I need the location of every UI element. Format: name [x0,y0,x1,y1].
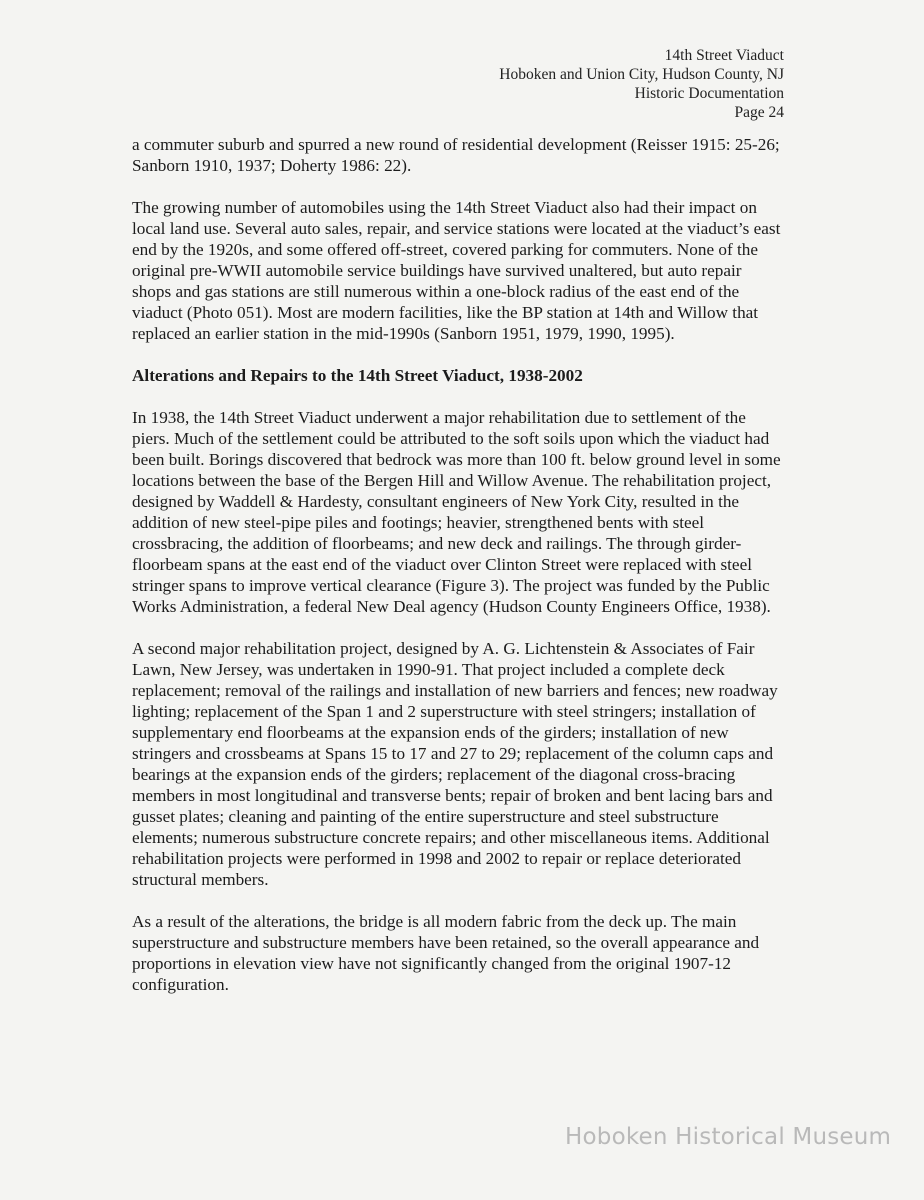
paragraph-2: The growing number of automobiles using the 14th Street Viaduct also had their impact on local land use. Several auto sales, repair, and service stations were located at the viaduct’s east end by the 1920s, and some offered off-street, covered parking for commuters. None of the original pre-WWII automobile service buildings have survived unaltered, but auto repair shops and gas stations are still numerous within a one-block radius of the east end of the viaduct (Photo 051). Most are modern facilities, like the BP station at 14th and Willow that replaced an earlier station in the mid-1990s (Sanborn 1951, 1979, 1990, 1995). [132,198,781,343]
page-header [499,46,784,122]
header-doc-type: Historic Documentation [634,85,784,102]
header-title: 14th Street Viaduct [664,47,784,64]
header-page-number: Page 24 [734,104,784,121]
paragraph-3: In 1938, the 14th Street Viaduct underwent a major rehabilitation due to settlement of the piers. Much of the settlement could be attributed to the soft soils upon which the viaduct had been built. Borings discovered that bedrock was more than 100 ft. below ground level in some locations between the base of the Bergen Hill and Willow Avenue. The rehabilitation project, designed by Waddell & Hardesty, consultant engineers of New York City, resulted in the addition of new steel-pipe piles and footings; heavier, strengthened bents with steel crossbracing, the addition of floorbeams; and new deck and railings. The through girder-floorbeam spans at the east end of the viaduct over Clinton Street were replaced with steel stringer spans to improve vertical clearance (Figure 3). The project was funded by the Public Works Administration, a federal New Deal agency (Hudson County Engineers Office, 1938). [132,408,781,616]
section-heading: Alterations and Repairs to the 14th Street Viaduct, 1938-2002 [132,366,583,385]
museum-watermark: Hoboken Historical Museum [565,1124,892,1150]
paragraph-5: As a result of the alterations, the bridge is all modern fabric from the deck up. The main superstructure and substructure members have been retained, so the overall appearance and proportions in elevation view have not significantly changed from the original 1907-12 configuration. [132,912,760,994]
header-location: Hoboken and Union City, Hudson County, NJ [499,66,784,83]
paragraph-1: a commuter suburb and spurred a new round of residential development (Reisser 1915: 25-26; Sanborn 1910, 1937; Doherty 1986: 22). [132,135,780,175]
paragraph-4: A second major rehabilitation project, designed by A. G. Lichtenstein & Associates of Fair Lawn, New Jersey, was undertaken in 1990-91. That project included a complete deck replacement; removal of the railings and installation of new barriers and fences; new roadway lighting; replacement of the Span 1 and 2 superstructure with steel stringers; installation of supplementary end floorbeams at the expansion ends of the girders; installation of new stringers and crossbeams at Spans 15 to 17 and 27 to 29; replacement of the column caps and bearings at the expansion ends of the girders; replacement of the diagonal cross-bracing members in most longitudinal and transverse bents; repair of broken and bent lacing bars and gusset plates; cleaning and painting of the entire superstructure and steel substructure elements; numerous substructure concrete repairs; and other miscellaneous items. Additional rehabilitation projects were performed in 1998 and 2002 to repair or replace deteriorated structural members. [132,639,778,889]
document-body [132,134,782,1016]
